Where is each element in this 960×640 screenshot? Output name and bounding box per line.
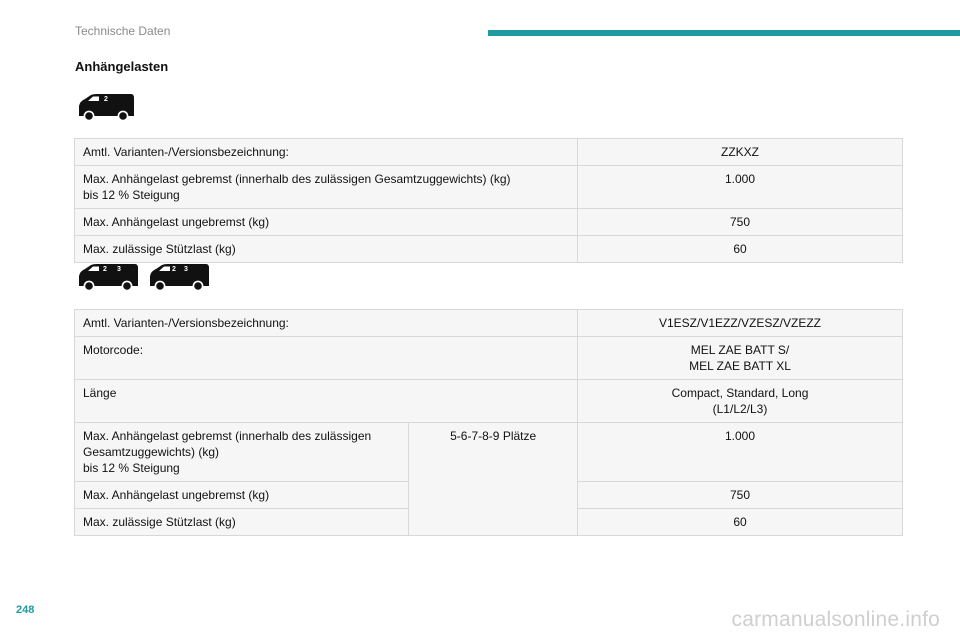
cell-text: Max. zulässige Stützlast (kg) (83, 242, 236, 256)
van-seat-label: 3 (184, 266, 188, 273)
row-value (578, 337, 903, 380)
row-value (578, 380, 903, 423)
cell-text: 5-6-7-8-9 Plätze (450, 429, 537, 443)
cell-text: (L1/L2/L3) (712, 402, 768, 416)
cell-text: 1.000 (724, 172, 756, 186)
cell-text: Max. Anhängelast gebremst (innerhalb des zulässigen (83, 429, 372, 443)
cell-text: Länge (83, 386, 117, 400)
cell-text: MEL ZAE BATT XL (689, 359, 791, 373)
row-value (578, 482, 903, 509)
running-header: Technische Daten (75, 24, 171, 38)
van-seat-label: 3 (117, 266, 121, 273)
row-label (75, 380, 578, 423)
table-row (75, 310, 903, 337)
row-value (578, 236, 903, 263)
cell-text: Max. Anhängelast ungebremst (kg) (83, 488, 270, 502)
page-number: 248 (16, 604, 35, 616)
row-value (578, 509, 903, 536)
cell-text: MEL ZAE BATT S/ (690, 343, 790, 357)
section-title: Anhängelasten (75, 59, 169, 74)
row-label (75, 423, 409, 482)
spec-table-1 (74, 138, 903, 263)
cell-text: bis 12 % Steigung (83, 188, 180, 202)
header-accent-bar (488, 30, 960, 36)
row-label (75, 509, 409, 536)
van-seat-label: 2 (104, 96, 108, 103)
van-long-icon (75, 262, 141, 290)
cell-text: 60 (733, 242, 747, 256)
row-label (75, 166, 578, 209)
table-row (75, 209, 903, 236)
spec-table-2 (74, 309, 903, 536)
table-row (75, 139, 903, 166)
cell-text: Max. Anhängelast ungebremst (kg) (83, 215, 270, 229)
van-short-icon (75, 92, 137, 120)
table-row (75, 380, 903, 423)
cell-text: Amtl. Varianten-/Versionsbezeichnung: (83, 316, 289, 330)
row-value (578, 139, 903, 166)
table-row (75, 166, 903, 209)
cell-text: ZZKXZ (721, 145, 759, 159)
cell-text: V1ESZ/V1EZZ/VZESZ/VZEZZ (658, 316, 822, 330)
van-seat-label: 2 (172, 266, 176, 273)
table-row (75, 236, 903, 263)
cell-text: Gesamtzuggewichts) (kg) (83, 445, 220, 459)
row-label (75, 236, 578, 263)
cell-text: 1.000 (724, 429, 756, 443)
cell-text: 750 (729, 215, 751, 229)
row-label (75, 482, 409, 509)
row-label (75, 209, 578, 236)
row-value (578, 166, 903, 209)
seats-cell (409, 423, 578, 536)
table-row (75, 337, 903, 380)
cell-text: 60 (733, 515, 747, 529)
van-long-icon (146, 262, 212, 290)
cell-text: bis 12 % Steigung (83, 461, 180, 475)
cell-text: Amtl. Varianten-/Versionsbezeichnung: (83, 145, 289, 159)
row-value (578, 310, 903, 337)
row-label (75, 310, 578, 337)
cell-text: Max. Anhängelast gebremst (innerhalb des zulässigen Gesamtzuggewichts) (kg) (83, 172, 511, 186)
van-seat-label: 2 (103, 266, 107, 273)
row-label (75, 139, 578, 166)
row-value (578, 209, 903, 236)
cell-text: Motorcode: (83, 343, 144, 357)
row-value (578, 423, 903, 482)
watermark: carmanualsonline.info (731, 608, 940, 631)
row-label (75, 337, 578, 380)
cell-text: Compact, Standard, Long (671, 386, 809, 400)
table-row (75, 423, 903, 482)
cell-text: 750 (729, 488, 751, 502)
cell-text: Max. zulässige Stützlast (kg) (83, 515, 236, 529)
